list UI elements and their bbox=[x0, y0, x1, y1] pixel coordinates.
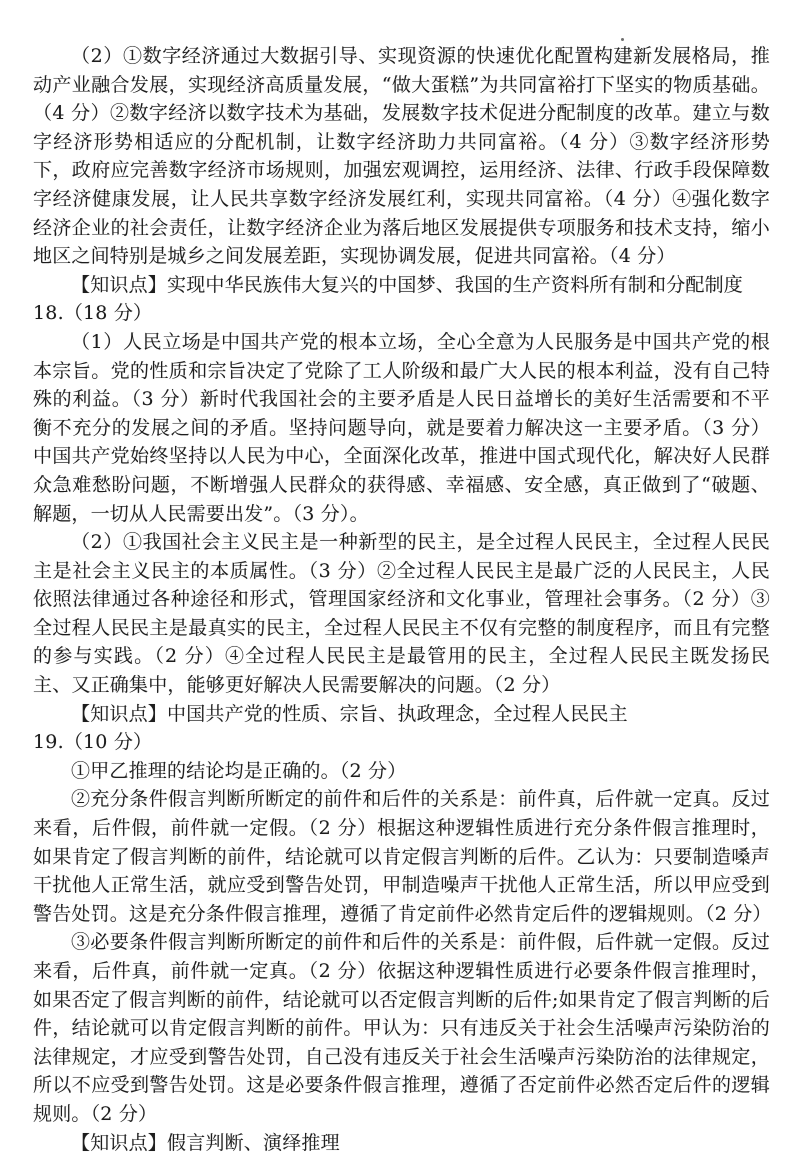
q19-header: 19.（10 分） bbox=[33, 731, 153, 754]
q18-header: 18.（18 分） bbox=[33, 302, 153, 325]
q17-knowledge-point: 【知识点】实现中华民族伟大复兴的中国梦、我国的生产资料所有制和分配制度 bbox=[71, 273, 744, 296]
q19-point1-answer: ①甲乙推理的结论均是正确的。（2 分） bbox=[71, 759, 407, 782]
document-page bbox=[33, 42, 770, 1157]
q18-knowledge-point: 【知识点】中国共产党的性质、宗旨、执政理念，全过程人民民主 bbox=[71, 702, 628, 725]
q18-part1-answer: （1）人民立场是中国共产党的根本立场，全心全意为人民服务是中国共产党的根本宗旨。党的性质和宗旨决定了党除了工人阶级和最广大人民的根本利益，没有自己特殊的利益。（3 分）新时代我国社会的主要矛盾是人民日益增长的美好生活需要和不平衡不充分的发展之间的矛盾。坚持问题导向，就是要着力解决这一主要矛盾。（3 分）中国共产党始终坚持以人民为中心，全面深化改革，推进中国式现代化，解决好人民群众急难愁盼问题，不断增强人民群众的获得感、幸福感、安全感，真正做到了“破题、解题，一切从人民需要出发”。（3 分）。 bbox=[33, 330, 770, 525]
q19-knowledge-point: 【知识点】假言判断、演绎推理 bbox=[71, 1131, 340, 1154]
q18-part2-answer: （2）①我国社会主义民主是一种新型的民主，是全过程人民民主，全过程人民民主是社会主义民主的本质属性。（3 分）②全过程人民民主是最广泛的人民民主，人民依照法律通过各种途径和形式，管理国家经济和文化事业，管理社会事务。（2 分）③全过程人民民主是最真实的民主，全过程人民民主不仅有完整的制度程序，而且有完整的参与实践。（2 分）④全过程人民民主是最管用的民主，全过程人民民主既发扬民主、又正确集中，能够更好解决人民需要解决的问题。（2 分） bbox=[33, 531, 770, 697]
scan-artifact-dot bbox=[621, 38, 624, 41]
q19-point3-answer: ③必要条件假言判断所断定的前件和后件的关系是：前件假，后件就一定假。反过来看，后件真，前件就一定真。（2 分）依据这种逻辑性质进行必要条件假言推理时，如果否定了假言判断的前件，结论就可以否定假言判断的后件;如果肯定了假言判断的后件，结论就可以肯定假言判断的前件。甲认为：只有违反关于社会生活噪声污染防治的法律规定，才应受到警告处罚，自己没有违反关于社会生活噪声污染防治的法律规定，所以不应受到警告处罚。这是必要条件假言推理，遵循了否定前件必然否定后件的逻辑规则。（2 分） bbox=[33, 931, 770, 1125]
q17-part2-answer: （2）①数字经济通过大数据引导、实现资源的快速优化配置构建新发展格局，推动产业融合发展，实现经济高质量发展，“做大蛋糕”为共同富裕打下坚实的物质基础。（4 分）②数字经济以数字技术为基础，发展数字技术促进分配制度的改革。建立与数字经济形势相适应的分配机制，让数字经济助力共同富裕。（4 分）③数字经济形势下，政府应完善数字经济市场规则，加强宏观调控，运用经济、法律、行政手段保障数字经济健康发展，让人民共享数字经济发展红利，实现共同富裕。（4 分）④强化数字经济企业的社会责任，让数字经济企业为落后地区发展提供专项服务和技术支持，缩小地区之间特别是城乡之间发展差距，实现协调发展，促进共同富裕。（4 分） bbox=[33, 45, 770, 268]
q19-point2-answer: ②充分条件假言判断所断定的前件和后件的关系是：前件真，后件就一定真。反过来看，后件假，前件就一定假。（2 分）根据这种逻辑性质进行充分条件假言推理时，如果肯定了假言判断的前件，结论就可以肯定假言判断的后件。乙认为：只要制造嗓声干扰他人正常生活，就应受到警告处罚，甲制造噪声干扰他人正常生活，所以甲应受到警告处罚。这是充分条件假言推理，遵循了肯定前件必然肯定后件的逻辑规则。（2 分） bbox=[33, 788, 772, 925]
